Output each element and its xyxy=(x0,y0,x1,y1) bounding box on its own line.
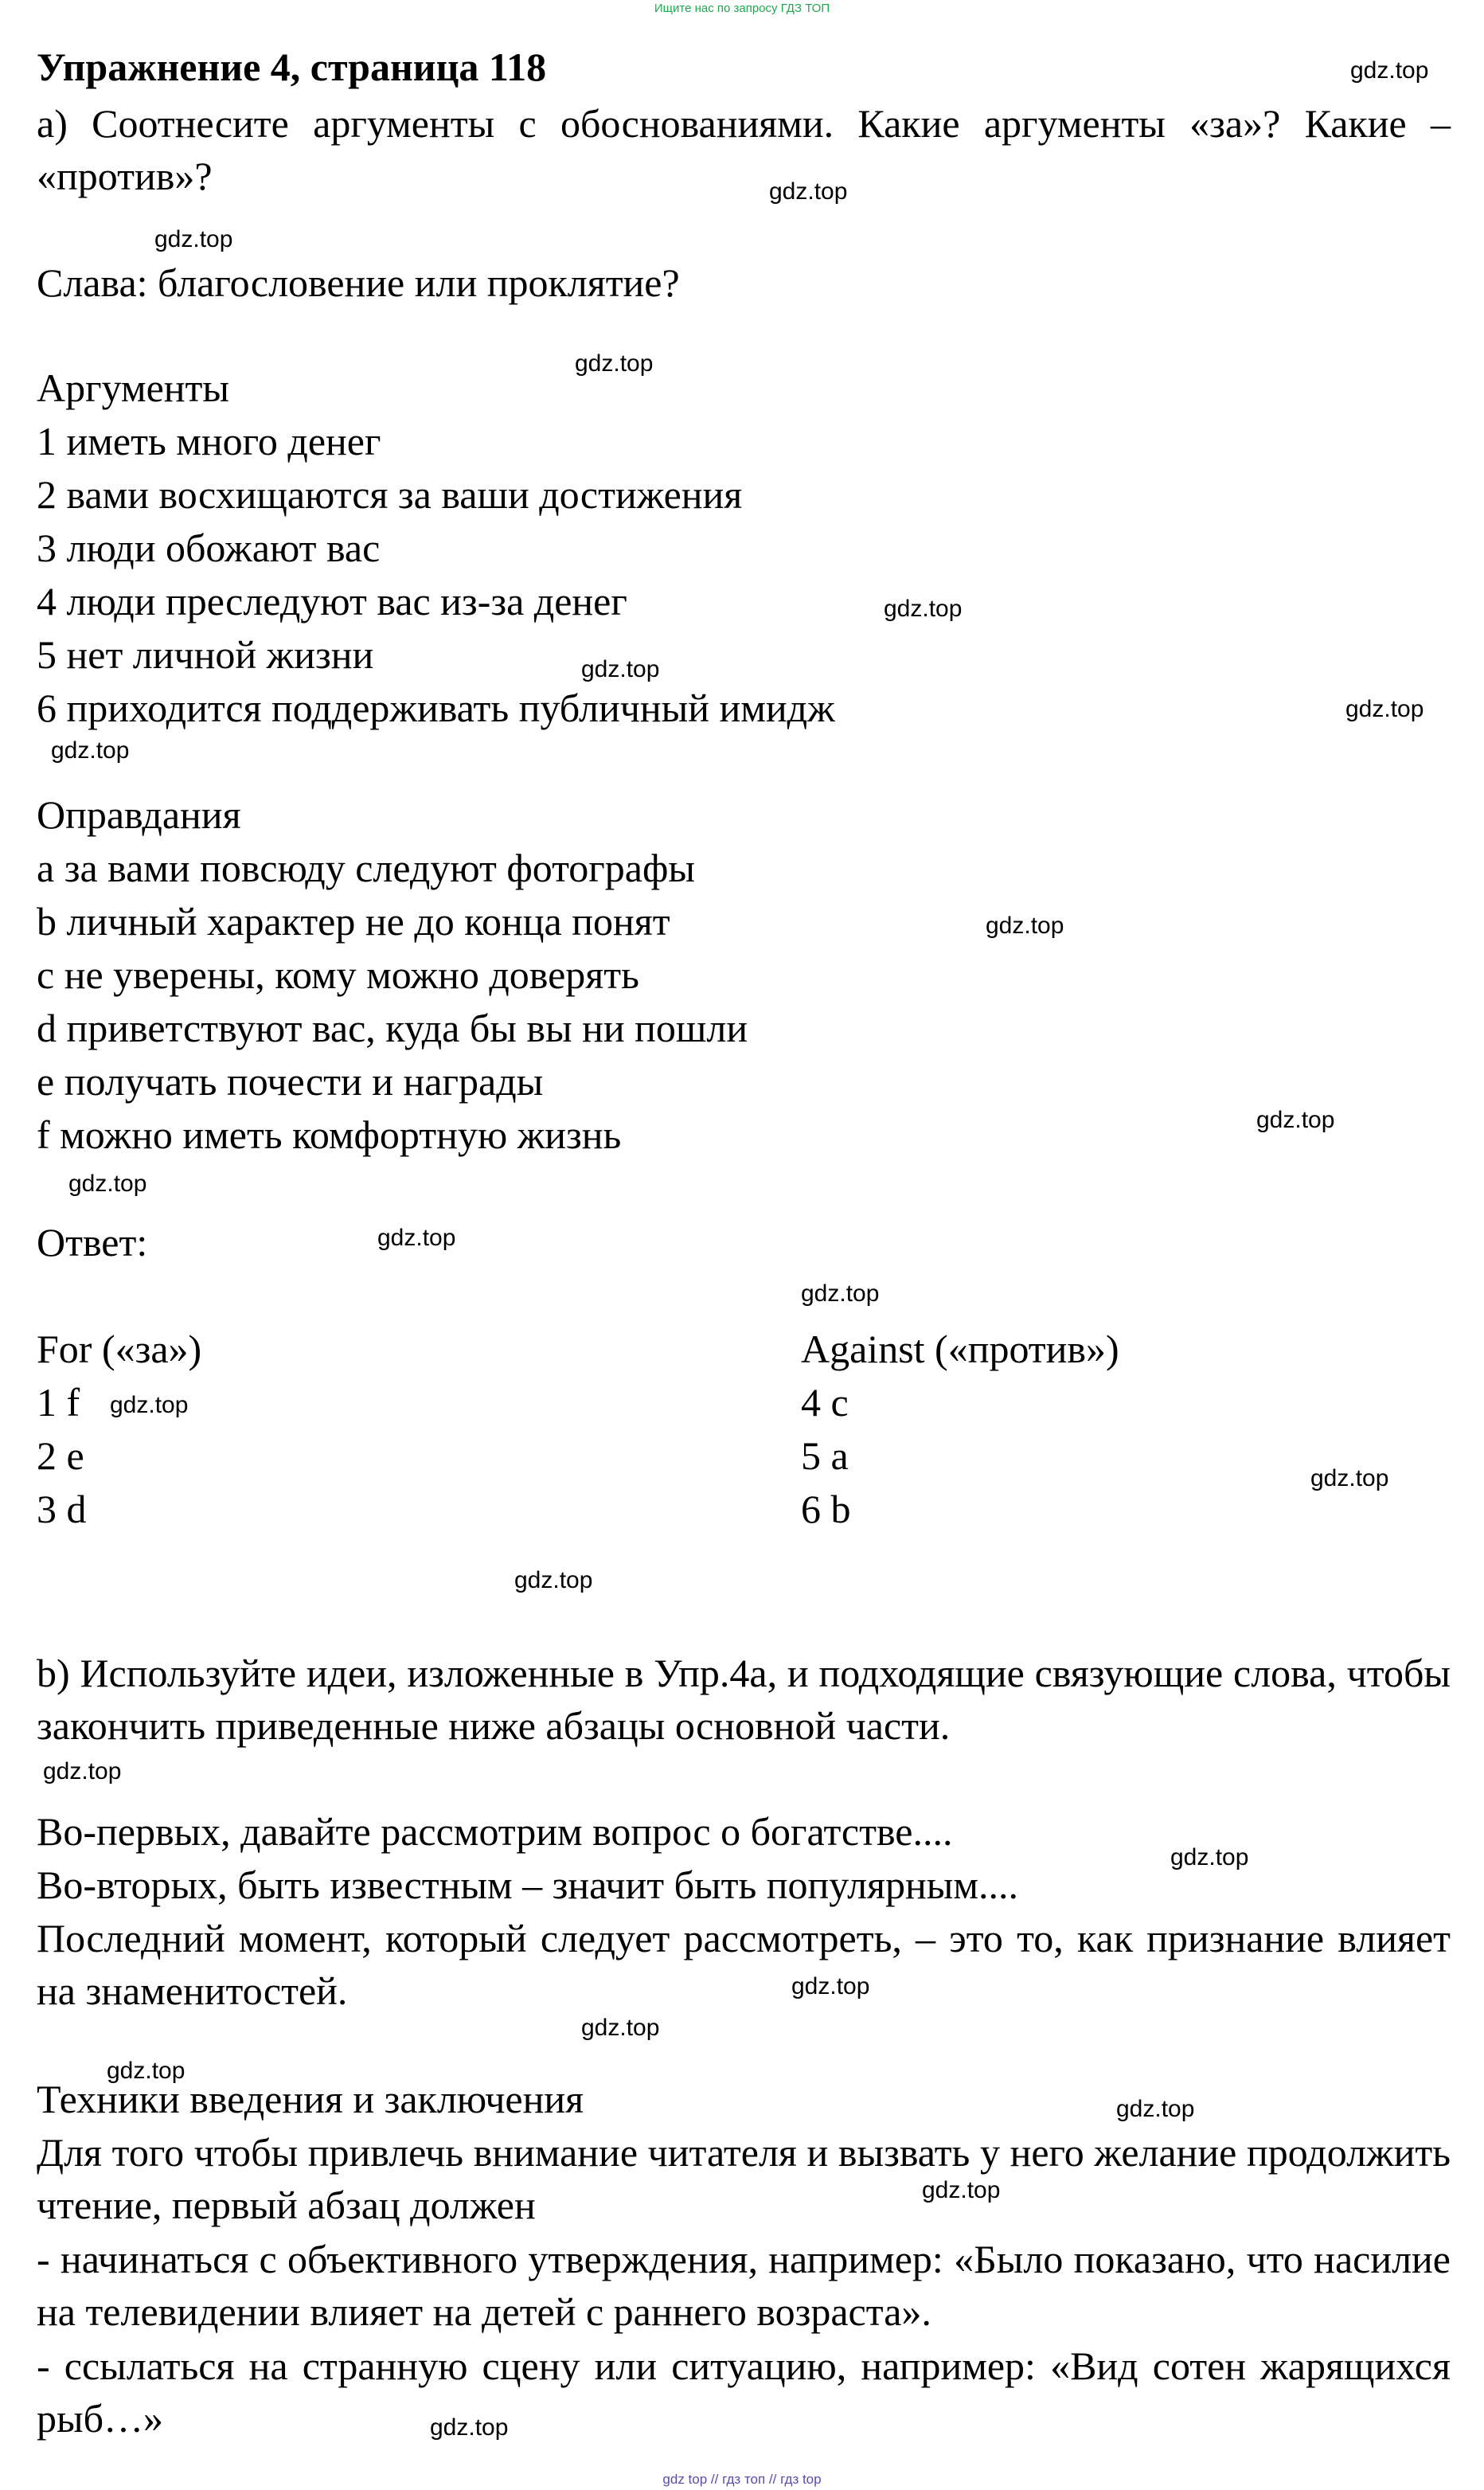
justification-item: c не уверены, кому можно доверять xyxy=(37,952,639,997)
watermark: gdz.top xyxy=(43,1758,122,1784)
argument-item: 4 люди преследуют вас из-за денег xyxy=(37,579,627,623)
bottom-banner: gdz top // гдз топ // гдз top xyxy=(662,2472,822,2487)
watermark: gdz.top xyxy=(1116,2096,1195,2122)
top-banner: Ищите нас по запросу ГДЗ ТОП xyxy=(654,2,830,15)
topic-line: Слава: благословение или проклятие? xyxy=(37,260,680,305)
watermark: gdz.top xyxy=(1350,57,1429,84)
watermark: gdz.top xyxy=(575,350,654,377)
justification-item: f можно иметь комфортную жизнь xyxy=(37,1112,622,1157)
watermark: gdz.top xyxy=(430,2414,509,2441)
argument-item: 6 приходится поддерживать публичный имидж xyxy=(37,686,835,730)
against-item: 6 b xyxy=(801,1487,851,1531)
argument-item: 5 нет личной жизни xyxy=(37,632,374,677)
watermark: gdz.top xyxy=(110,1392,189,1418)
watermark: gdz.top xyxy=(581,656,660,682)
body-line: Во-первых, давайте рассмотрим вопрос о богатстве.... xyxy=(37,1809,953,1854)
watermark: gdz.top xyxy=(581,2015,660,2041)
page-title: Упражнение 4, страница 118 xyxy=(37,45,547,89)
body-line: Во-вторых, быть известным – значит быть популярным.... xyxy=(37,1863,1019,1907)
watermark: gdz.top xyxy=(1345,696,1424,722)
watermark: gdz.top xyxy=(986,913,1064,939)
argument-item: 1 иметь много денег xyxy=(37,419,381,463)
for-heading: For («за») xyxy=(37,1327,202,1371)
techniques-bullet: - ссылаться на странную сцену или ситуацию, например: «Вид сотен жарящихся рыб…» xyxy=(37,2343,1451,2441)
justification-item: a за вами повсюду следуют фотографы xyxy=(37,846,695,890)
against-item: 5 a xyxy=(801,1433,849,1478)
arguments-heading: Аргументы xyxy=(37,365,229,410)
watermark: gdz.top xyxy=(377,1225,456,1251)
watermark: gdz.top xyxy=(1310,1465,1389,1491)
for-item: 1 f xyxy=(37,1380,80,1425)
task-b-text: b) Используйте идеи, изложенные в Упр.4а, и подходящие связующие слова, чтобы закончить приведенные ниже абзацы основной части. xyxy=(37,1651,1451,1748)
watermark: gdz.top xyxy=(801,1280,880,1307)
techniques-bullet: - начинаться с объективного утверждения, например: «Было показано, что насилие на телевидении влияет на детей с раннего возраста». xyxy=(37,2237,1451,2334)
last-point-text: Последний момент, который следует рассмотреть, – это то, как признание влияет на знаменитостей. xyxy=(37,1916,1451,2013)
for-item: 2 e xyxy=(37,1433,84,1478)
against-item: 4 c xyxy=(801,1380,849,1425)
argument-item: 2 вами восхищаются за ваши достижения xyxy=(37,472,743,517)
justification-item: d приветствуют вас, куда бы вы ни пошли xyxy=(37,1006,748,1050)
watermark: gdz.top xyxy=(791,1973,870,1999)
task-a-text: а) Соотнесите аргументы с обоснованиями. Какие аргументы «за»? Какие – «против»? xyxy=(37,101,1451,198)
justification-item: b личный характер не до конца понят xyxy=(37,899,670,944)
argument-item: 3 люди обожают вас xyxy=(37,526,381,570)
watermark: gdz.top xyxy=(107,2058,186,2084)
watermark: gdz.top xyxy=(51,737,130,764)
watermark: gdz.top xyxy=(1170,1844,1249,1870)
watermark: gdz.top xyxy=(884,596,963,622)
for-item: 3 d xyxy=(37,1487,87,1531)
watermark: gdz.top xyxy=(1256,1107,1335,1133)
against-heading: Against («против») xyxy=(801,1327,1119,1371)
techniques-intro: Для того чтобы привлечь внимание читателя и вызвать у него желание продолжить чтение, первый абзац должен xyxy=(37,2130,1451,2227)
techniques-heading: Техники введения и заключения xyxy=(37,2077,584,2121)
watermark: gdz.top xyxy=(68,1171,147,1197)
watermark: gdz.top xyxy=(514,1567,593,1593)
watermark: gdz.top xyxy=(922,2177,1001,2203)
justifications-heading: Оправдания xyxy=(37,792,241,837)
answer-label: Ответ: xyxy=(37,1220,148,1265)
watermark: gdz.top xyxy=(769,178,848,205)
justification-item: e получать почести и награды xyxy=(37,1059,544,1104)
watermark: gdz.top xyxy=(154,226,233,252)
